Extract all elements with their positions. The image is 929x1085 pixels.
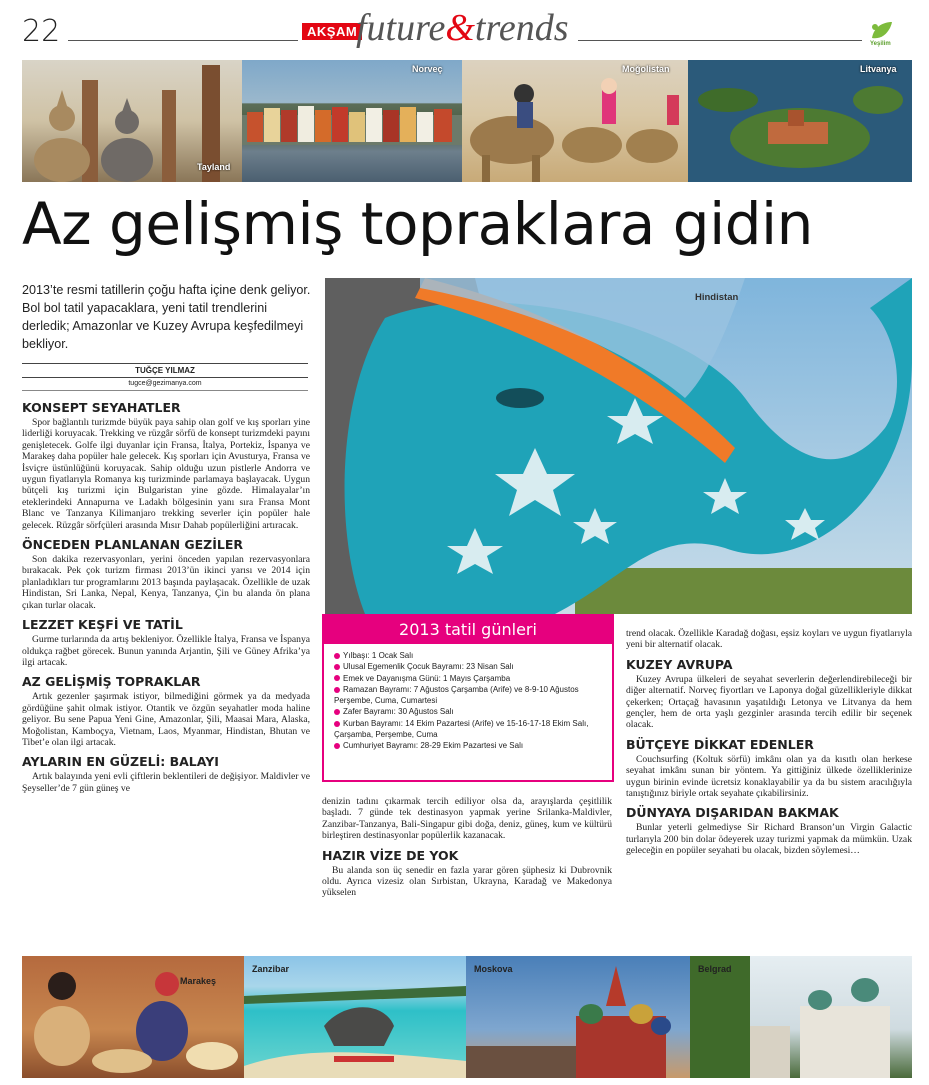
holiday-item: Kurban Bayramı: 14 Ekim Pazartesi (Arife) ve 15-16-17-18 Ekim Salı, Çarşamba, Perşembe, Cuma: [334, 718, 589, 740]
section-heading: KONSEPT SEYAHATLER: [22, 400, 181, 415]
holiday-item: Ulusal Egemenlik Çocuk Bayramı: 23 Nisan Salı: [334, 661, 606, 672]
photo-mongolia: [462, 60, 688, 182]
photo-thailand: [22, 60, 242, 182]
page-number: 22: [22, 14, 61, 49]
photo-india-elephant: [325, 278, 912, 614]
section-body: Spor bağlantılı turizmde büyük paya sahip olan golf ve kış sporları yine liderliği koruyacak. Trekking ve rüzgâr sörfü de konsept turizmdeki payını genişletecek. Golfe ilgi duyanlar için Fransa, İtalya, Portekiz, İspanya ve Marakeş daha popüler hale gelecek. Kış sporları için Avusturya, Fransa ve İsviçre üstünlüğünü koruyacak. Sahip olduğu uzun pistlerle Andorra ve uygun fiyatlarıyla Romanya kış turizminde parlamaya başlayacak. Uygun bütçeli kış turizmi için Bulgaristan yine gözde. Himalayalar’ın eteklerindeki Annapurna ve Ladakh bölgesinin yanı sıra Fransa Mont Blanc ve Tanzanya Kilimanjaro trekking severler için popüler hale gelecek. Rüzgâr sörfçüleri arasında Mısır Dahab popülerliğini artıracak.: [22, 417, 310, 531]
section-heading: HAZIR VİZE DE YOK: [322, 847, 459, 863]
section-brand: [356, 6, 569, 50]
photo-label: Belgrad: [698, 964, 732, 974]
bullet-icon: [334, 721, 340, 727]
section-heading: LEZZET KEŞFİ VE TATİL: [22, 617, 183, 633]
left-column: [22, 400, 310, 794]
section-heading: BÜTÇEYE DİKKAT EDENLER: [626, 736, 814, 752]
photo-label: Hindistan: [695, 292, 739, 303]
holiday-item: Zafer Bayramı: 30 Ağustos Salı: [334, 706, 606, 717]
st-basils-illustration: [466, 956, 690, 1078]
section-body: Artık balayında yeni evli çiftlerin beklentileri de değişiyor. Maldivler ve Şeyseller’de 7 gün güneş ve: [22, 771, 310, 794]
photo-belgrade: [690, 956, 912, 1078]
masthead-rule-left: [68, 40, 298, 41]
bullet-icon: [334, 687, 340, 693]
beach-illustration: [244, 956, 466, 1078]
author-email[interactable]: tugce@gezimanya.com: [22, 378, 308, 391]
photo-moscow: [466, 956, 690, 1078]
photo-marrakech: [22, 956, 244, 1078]
bullet-icon: [334, 675, 340, 681]
section-body: Bu alanda son üç senedir en fazla yarar gören şüphesiz ki Dubrovnik oldu. Ayrıca vizesiz olan Sırbistan, Ukrayna, Karadağ ve Makedonya yükselen: [322, 864, 612, 899]
author-box: [22, 363, 308, 391]
section-body: Gurme turlarında da artış bekleniyor. Özellikle İtalya, Fransa ve İspanya oldukça rağbet görecek. Bunun yanında Arjantin, Şili ve Güney Afrika’ya ilgi artacak.: [22, 634, 310, 668]
church-illustration: [690, 956, 912, 1078]
bullet-icon: [334, 743, 340, 749]
holiday-box: [322, 614, 614, 782]
bullet-icon: [334, 709, 340, 715]
market-illustration: [22, 956, 244, 1078]
masthead-rule-right: [578, 40, 862, 41]
section-heading: AYLARIN EN GÜZELİ: BALAYI: [22, 754, 219, 770]
photo-label: Moskova: [474, 964, 513, 974]
section-body: Artık gezenler şaşırmak istiyor, bilmediğini görmek ya da medyada gördüğüne şahit olmak istiyor. Otantik ve özgün seyahatler moda haline geliyor. Bu sene Papua Yeni Gine, Amazonlar, Şili, Maasai Mara, Alaska, Moğolistan, Kamboçya, Vietnam, Laos, Myanmar, Hindistan, Bhutan ve Tibet’e olan ilgi artacak.: [22, 691, 310, 748]
middle-column: [322, 794, 612, 899]
holiday-box-title: 2013 tatil günleri: [324, 616, 612, 644]
photo-norway: [242, 60, 462, 182]
holiday-list: [324, 650, 612, 752]
trakai-castle-illustration: [688, 60, 912, 182]
photo-zanzibar: [244, 956, 466, 1078]
section-heading: AZ GELİŞMİŞ TOPRAKLAR: [22, 674, 201, 690]
photo-label: Moğolistan: [622, 64, 670, 74]
headline: Az gelişmiş topraklara gidin: [22, 190, 813, 258]
holiday-item: Cumhuriyet Bayramı: 28-29 Ekim Pazartesi ve Salı: [334, 740, 606, 751]
bullet-icon: [334, 664, 340, 670]
section-body: Son dakika rezervasyonları, yerini önceden yapılan rezervasyonlara bırakacak. Pek çok turizm firması 2013’ün ikinci yarısı ve 2014 için planladıkları tur programlarını 2013 başında paylaşacak. Özellikle de uzak Hindistan, Sri Lanka, Nepal, Kenya, Tanzanya, Çin bu alanda ön plana çıkan turlar olacak.: [22, 554, 310, 611]
section-body: Bunlar yeterli gelmediyse Sir Richard Branson’un Virgin Galactic turlarıyla 200 bin dolar ödeyerek uzay turizmi yapmak da mümkün. Uzak geleceğin en popüler seyahati bu olacak, bizden söylemesi…: [626, 822, 912, 857]
camels-illustration: [462, 60, 688, 182]
holiday-item: Yılbaşı: 1 Ocak Salı: [334, 650, 606, 661]
photo-lithuania: [688, 60, 912, 182]
holiday-item: Ramazan Bayramı: 7 Ağustos Çarşamba (Arife) ve 8-9-10 Ağustos Perşembe, Cuma, Cumartesi: [334, 684, 579, 706]
holiday-item: Emek ve Dayanışma Günü: 1 Mayıs Çarşamba: [334, 673, 606, 684]
painted-elephant-illustration: [325, 278, 912, 614]
yesilim-badge: [866, 18, 896, 48]
author-name: TUĞÇE YILMAZ: [22, 363, 308, 378]
bullet-icon: [334, 653, 340, 659]
bergen-houses-illustration: [242, 60, 462, 182]
photo-label: Marakeş: [180, 976, 217, 986]
section-heading: ÖNCEDEN PLANLANAN GEZİLER: [22, 537, 244, 553]
newspaper-logo: AKŞAM: [302, 23, 362, 40]
photo-label: Litvanya: [860, 64, 897, 74]
photo-label: Tayland: [197, 162, 231, 172]
brand-future: future: [356, 7, 446, 49]
section-body: Kuzey Avrupa ülkeleri de seyahat severlerin değerlendirebileceği bir diğer alternatif. Norveç fiyortları ve Laponya doğal güzellikleriyle dikkat çekerken; Ortaçağ havasının yaşatıldığı Letonya ve Litvanya da hem gençler, hem de orta yaşlı gezginler arasında tercih edilir bir seçenek olacak.: [626, 673, 912, 731]
section-heading: KUZEY AVRUPA: [626, 656, 733, 672]
section-body-continued: trend olacak. Özellikle Karadağ doğası, eşsiz koyları ve uygun fiyatlarıyla yeni bir alternatif olacak.: [626, 628, 912, 651]
section-body: Couchsurfing (Koltuk sörfü) imkânı olan ya da kısıtlı olan herkese seyahat imkânı sunan bir yöntem. Ya gittiğiniz ülkede özelliklerinize uygun birinin evinde ücretsiz konaklayabilir ya da bu sistem aracılığıyla tanıştığınız biriyle ortak seyahate çıkabilirsiniz.: [626, 753, 912, 800]
photo-label: Norveç: [412, 64, 443, 74]
section-heading: DÜNYAYA DIŞARIDAN BAKMAK: [626, 805, 839, 821]
section-body-continued: denizin tadını çıkarmak tercih ediliyor olsa da, arayışlarda çeşitlilik başladı. 7 günde tek destinasyon yapmak yerine Srilanka-Maldivler, Zanzibar-Tanzanya, Bali-Singapur gibi doğa, deniz, güneş, kum ve kültürü birleştiren destinasyonlar popülerlik kazanacak.: [322, 796, 612, 842]
badge-label: Yeşilim: [870, 41, 891, 47]
brand-ampersand: &: [445, 7, 475, 49]
right-column: [626, 626, 912, 857]
intro-text: 2013’te resmi tatillerin çoğu hafta içine denk geliyor. Bol bol tatil yapacaklara, yeni tatil trendlerini derledik; Amazonlar ve Kuzey Avrupa keşfedilmeyi bekliyor.: [22, 283, 311, 351]
photo-label: Zanzibar: [252, 964, 290, 974]
brand-trends: trends: [474, 7, 569, 49]
